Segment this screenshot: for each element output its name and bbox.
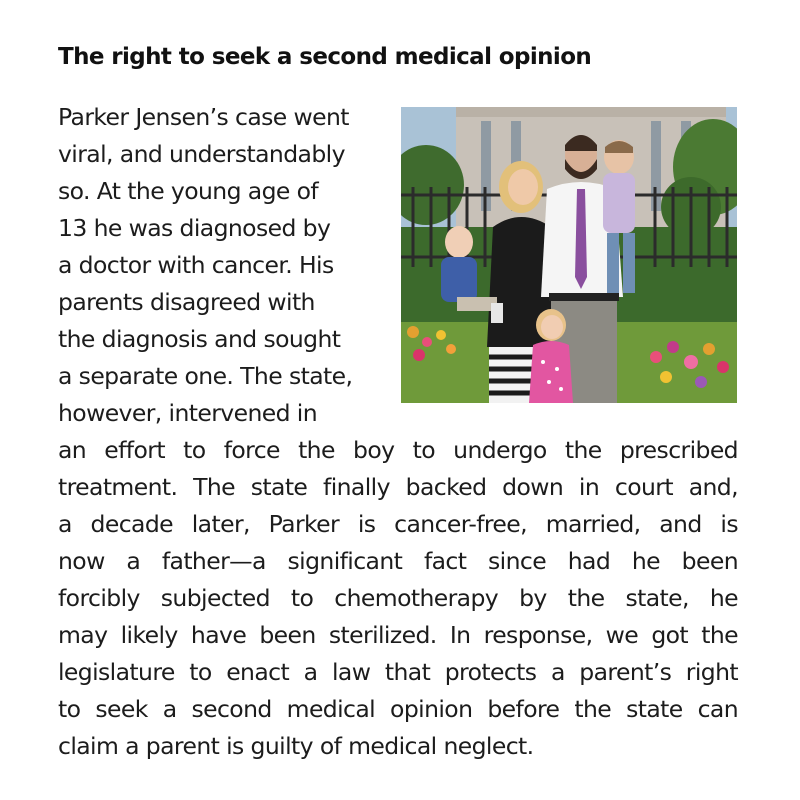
body-line: legislature to enact a law that protects a parent’s right [58,658,738,686]
body-line: the diagnosis and sought [58,325,341,353]
body-line: viral, and understandably [58,140,345,168]
body-line: now a father—a significant fact since had he been [58,547,738,575]
body-line: parents disagreed with [58,288,315,316]
body-line: a doctor with cancer. His [58,251,334,279]
body-line: an effort to force the boy to undergo the prescribed [58,436,738,464]
body-line: a decade later, Parker is cancer-free, married, and is [58,510,738,538]
body-line: may likely have been sterilized. In response, we got the [58,621,738,649]
body-line: claim a parent is guilty of medical neglect. [58,732,534,760]
body-line: to seek a second medical opinion before the state can [58,695,738,723]
body-line: forcibly subjected to chemotherapy by the state, he [58,584,738,612]
body-line: so. At the young age of [58,177,319,205]
article-heading: The right to seek a second medical opinion [58,44,592,70]
body-line: a separate one. The state, [58,362,353,390]
body-line: Parker Jensen’s case went [58,103,349,131]
family-photo [401,107,737,403]
body-line: 13 he was diagnosed by [58,214,331,242]
body-line: treatment. The state finally backed down in court and, [58,473,738,501]
body-line: however, intervened in [58,399,318,427]
